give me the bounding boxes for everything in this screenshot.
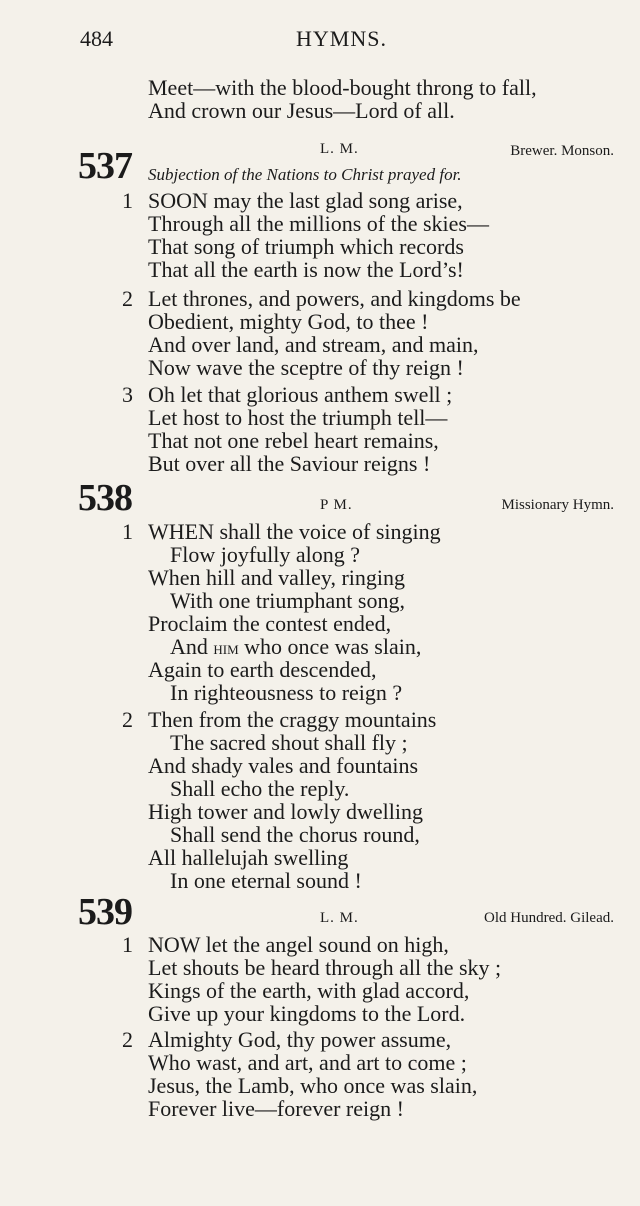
verse-line: Almighty God, thy power assume, xyxy=(148,1027,452,1052)
verse-line: Through all the millions of the skies— xyxy=(148,211,489,236)
verse-line: When hill and valley, ringing xyxy=(148,565,406,590)
verse-line: Obedient, mighty God, to thee ! xyxy=(148,309,429,334)
verse-line: Oh let that glorious anthem swell ; xyxy=(148,382,453,407)
verse-number: 2 xyxy=(122,707,133,732)
verse-line: That all the earth is now the Lord’s! xyxy=(148,257,464,282)
verse-line: WHEN shall the voice of singing xyxy=(148,519,441,544)
verse-number: 3 xyxy=(122,382,133,407)
verse-line: Who wast, and art, and art to come ; xyxy=(148,1050,467,1075)
verse-line: Shall send the chorus round, xyxy=(170,822,420,847)
verse-line: And shady vales and fountains xyxy=(148,753,419,778)
verse-line: But over all the Saviour reigns ! xyxy=(148,451,431,476)
verse-line: In righteousness to reign ? xyxy=(170,680,403,705)
verse-line: NOW let the angel sound on high, xyxy=(148,932,449,957)
verse-line: Proclaim the contest ended, xyxy=(148,611,392,636)
verse-line: SOON may the last glad song arise, xyxy=(148,188,463,213)
verse-line: Shall echo the reply. xyxy=(170,776,350,801)
verse-line: Kings of the earth, with glad accord, xyxy=(148,978,470,1003)
verse-line: Let thrones, and powers, and kingdoms be xyxy=(148,286,521,311)
carry-over-line: And crown our Jesus—Lord of all. xyxy=(148,98,455,123)
verse-line: That not one rebel heart remains, xyxy=(148,428,439,453)
verse-line: High tower and lowly dwelling xyxy=(148,799,423,824)
hymn-tunes: Brewer. Monson. xyxy=(510,143,614,159)
verse-line: With one triumphant song, xyxy=(170,588,405,613)
verse-line: Then from the craggy mountains xyxy=(148,707,437,732)
page-header xyxy=(80,26,610,58)
verse-line-text: And xyxy=(170,634,208,659)
verse-line: Let host to host the triumph tell— xyxy=(148,405,448,430)
hymn-tunes: Missionary Hymn. xyxy=(501,497,614,513)
page-number: 484 xyxy=(80,26,113,51)
verse-line: Now wave the sceptre of thy reign ! xyxy=(148,355,464,380)
verse-line: Give up your kingdoms to the Lord. xyxy=(148,1001,466,1026)
hymn-meter: P M. xyxy=(320,497,353,513)
divine-pronoun: him xyxy=(213,638,239,659)
verse-number: 1 xyxy=(122,932,133,957)
verse-line: Forever live—forever reign ! xyxy=(148,1096,404,1121)
verse-number: 1 xyxy=(122,519,133,544)
hymn-subtitle: Subjection of the Nations to Christ prayed for. xyxy=(148,165,462,184)
hymn-number: 537 xyxy=(78,145,132,187)
verse-line: Let shouts be heard through all the sky ; xyxy=(148,955,502,980)
verse-line: Flow joyfully along ? xyxy=(170,542,361,567)
verse-line: And over land, and stream, and main, xyxy=(148,332,479,357)
hymn-tunes: Old Hundred. Gilead. xyxy=(484,910,614,926)
verse-line: Jesus, the Lamb, who once was slain, xyxy=(148,1073,478,1098)
carry-over-line: Meet—with the blood-bought throng to fall, xyxy=(148,75,537,100)
hymn-number: 538 xyxy=(78,477,132,519)
verse-line: Again to earth descended, xyxy=(148,657,377,682)
verse-line: That song of triumph which records xyxy=(148,234,464,259)
hymn-meter: L. M. xyxy=(320,141,359,157)
verse-line: All hallelujah swelling xyxy=(148,845,349,870)
hymn-meter: L. M. xyxy=(320,910,359,926)
verse-line-text: who once was slain, xyxy=(244,634,422,659)
verse-number: 2 xyxy=(122,286,133,311)
verse-line: In one eternal sound ! xyxy=(170,868,362,893)
running-title: HYMNS. xyxy=(296,26,387,51)
verse-number: 2 xyxy=(122,1027,133,1052)
verse-line: The sacred shout shall fly ; xyxy=(170,730,408,755)
verse-number: 1 xyxy=(122,188,133,213)
hymn-number: 539 xyxy=(78,891,132,933)
